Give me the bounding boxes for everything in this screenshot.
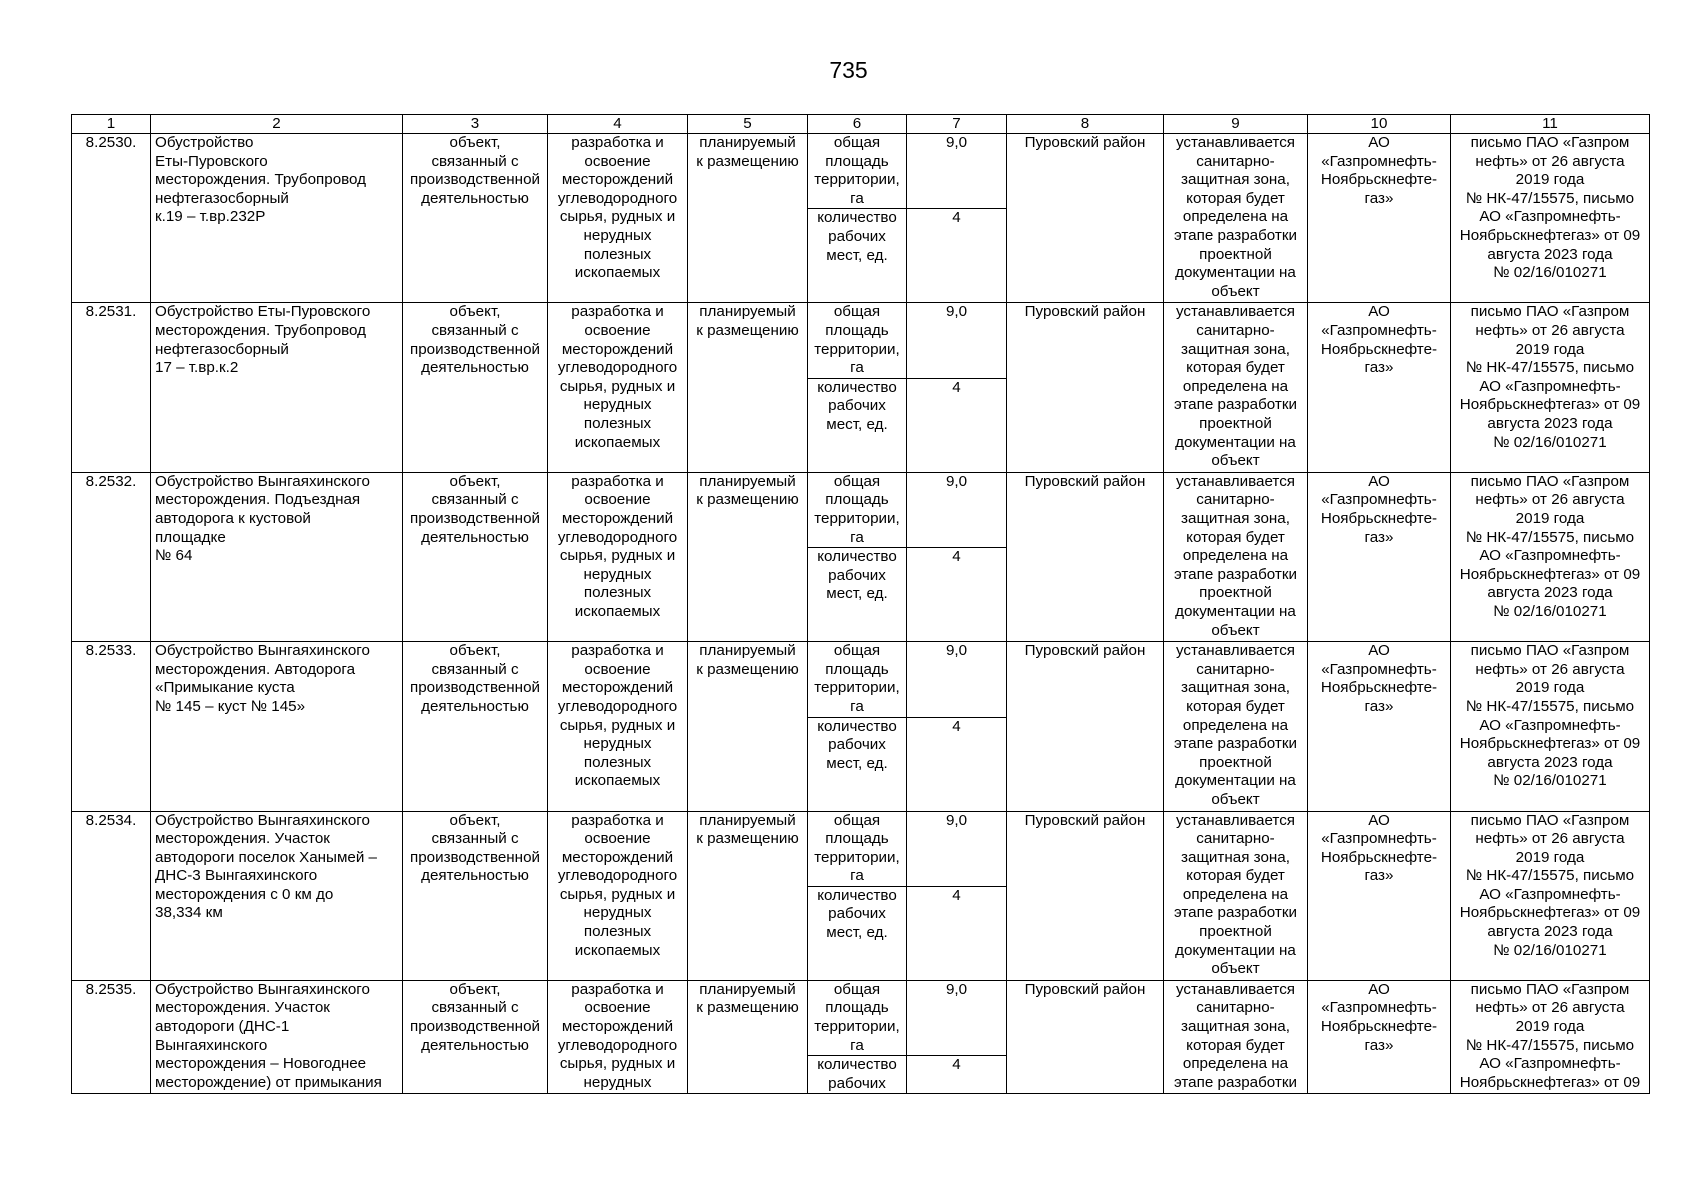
column-number: 2 <box>151 115 403 134</box>
table-row <box>72 134 1650 209</box>
object-zone: устанавливается санитарно- защитная зона, которая будет определена на этапе разработки проектной документации на объект <box>1164 303 1308 472</box>
object-name: Обустройство Вынгаяхинского месторождения. Участок автодороги (ДНС-1 Вынгаяхинского месторождения – Новогоднее месторождение) от примыкания <box>151 980 403 1094</box>
param-workplaces-label: количество рабочих мест, ед. <box>808 717 907 811</box>
object-status: планируемый к размещению <box>688 472 808 641</box>
param-area-label: общая площадь территории, га <box>808 303 907 378</box>
param-workplaces-value: 4 <box>907 548 1007 642</box>
register-table <box>71 114 1650 1094</box>
param-area-value: 9,0 <box>907 303 1007 378</box>
object-status: планируемый к размещению <box>688 980 808 1094</box>
param-workplaces-label: количество рабочих мест, ед. <box>808 548 907 642</box>
column-number: 4 <box>548 115 688 134</box>
object-type: объект, связанный с производственной деятельностью <box>403 811 548 980</box>
table-row <box>72 472 1650 547</box>
param-workplaces-value: 4 <box>907 717 1007 811</box>
param-area-label: общая площадь территории, га <box>808 980 907 1055</box>
object-organization: АО «Газпромнефть- Ноябрьскнефте- газ» <box>1308 134 1451 303</box>
object-type: объект, связанный с производственной деятельностью <box>403 980 548 1094</box>
row-number: 8.2535. <box>72 980 151 1094</box>
param-area-value: 9,0 <box>907 642 1007 717</box>
column-number: 8 <box>1007 115 1164 134</box>
object-activity: разработка и освоение месторождений углеводородного сырья, рудных и нерудных полезных ископаемых <box>548 303 688 472</box>
column-number: 1 <box>72 115 151 134</box>
table-row <box>72 980 1650 1055</box>
object-name: Обустройство Вынгаяхинского месторождения. Подъездная автодорога к кустовой площадке № 64 <box>151 472 403 641</box>
object-location: Пуровский район <box>1007 811 1164 980</box>
row-number: 8.2531. <box>72 303 151 472</box>
param-area-value: 9,0 <box>907 472 1007 547</box>
object-status: планируемый к размещению <box>688 134 808 303</box>
object-type: объект, связанный с производственной деятельностью <box>403 303 548 472</box>
param-workplaces-label: количество рабочих <box>808 1056 907 1094</box>
object-location: Пуровский район <box>1007 134 1164 303</box>
param-area-value: 9,0 <box>907 134 1007 209</box>
object-status: планируемый к размещению <box>688 642 808 811</box>
object-basis: письмо ПАО «Газпром нефть» от 26 августа 2019 года № НК-47/15575, письмо АО «Газпромнефть- Ноябрьскнефтегаз» от 09 августа 2023 года № 02/16/010271 <box>1451 642 1650 811</box>
param-workplaces-value: 4 <box>907 1056 1007 1094</box>
param-area-value: 9,0 <box>907 980 1007 1055</box>
object-name: Обустройство Еты-Пуровского месторождения. Трубопровод нефтегазосборный 17 – т.вр.к.2 <box>151 303 403 472</box>
object-basis: письмо ПАО «Газпром нефть» от 26 августа 2019 года № НК-47/15575, письмо АО «Газпромнефть- Ноябрьскнефтегаз» от 09 августа 2023 года № 02/16/010271 <box>1451 811 1650 980</box>
object-location: Пуровский район <box>1007 472 1164 641</box>
object-name: Обустройство Вынгаяхинского месторождения. Участок автодороги поселок Ханымей – ДНС-3 Вынгаяхинского месторождения с 0 км до 38,334 км <box>151 811 403 980</box>
column-number: 7 <box>907 115 1007 134</box>
object-status: планируемый к размещению <box>688 303 808 472</box>
column-number-row <box>72 115 1650 134</box>
param-workplaces-label: количество рабочих мест, ед. <box>808 209 907 303</box>
object-name: Обустройство Еты-Пуровского месторождения. Трубопровод нефтегазосборный к.19 – т.вр.232Р <box>151 134 403 303</box>
object-location: Пуровский район <box>1007 303 1164 472</box>
param-area-label: общая площадь территории, га <box>808 134 907 209</box>
object-basis: письмо ПАО «Газпром нефть» от 26 августа 2019 года № НК-47/15575, письмо АО «Газпромнефть- Ноябрьскнефтегаз» от 09 августа 2023 года № 02/16/010271 <box>1451 134 1650 303</box>
object-name: Обустройство Вынгаяхинского месторождения. Автодорога «Примыкание куста № 145 – куст № 145» <box>151 642 403 811</box>
object-organization: АО «Газпромнефть- Ноябрьскнефте- газ» <box>1308 811 1451 980</box>
table-row <box>72 811 1650 886</box>
object-zone: устанавливается санитарно- защитная зона, которая будет определена на этапе разработки <box>1164 980 1308 1094</box>
object-status: планируемый к размещению <box>688 811 808 980</box>
object-basis: письмо ПАО «Газпром нефть» от 26 августа 2019 года № НК-47/15575, письмо АО «Газпромнефть- Ноябрьскнефтегаз» от 09 августа 2023 года № 02/16/010271 <box>1451 472 1650 641</box>
table-row <box>72 642 1650 717</box>
object-activity: разработка и освоение месторождений углеводородного сырья, рудных и нерудных полезных ископаемых <box>548 642 688 811</box>
column-number: 10 <box>1308 115 1451 134</box>
object-zone: устанавливается санитарно- защитная зона, которая будет определена на этапе разработки проектной документации на объект <box>1164 134 1308 303</box>
column-number: 3 <box>403 115 548 134</box>
object-basis: письмо ПАО «Газпром нефть» от 26 августа 2019 года № НК-47/15575, письмо АО «Газпромнефть- Ноябрьскнефтегаз» от 09 <box>1451 980 1650 1094</box>
column-number: 5 <box>688 115 808 134</box>
param-area-value: 9,0 <box>907 811 1007 886</box>
column-number: 11 <box>1451 115 1650 134</box>
object-activity: разработка и освоение месторождений углеводородного сырья, рудных и нерудных полезных ископаемых <box>548 811 688 980</box>
row-number: 8.2532. <box>72 472 151 641</box>
page-number: 735 <box>829 57 868 83</box>
object-organization: АО «Газпромнефть- Ноябрьскнефте- газ» <box>1308 472 1451 641</box>
object-location: Пуровский район <box>1007 980 1164 1094</box>
object-organization: АО «Газпромнефть- Ноябрьскнефте- газ» <box>1308 303 1451 472</box>
object-activity: разработка и освоение месторождений углеводородного сырья, рудных и нерудных полезных ископаемых <box>548 472 688 641</box>
object-zone: устанавливается санитарно- защитная зона, которая будет определена на этапе разработки проектной документации на объект <box>1164 642 1308 811</box>
param-workplaces-value: 4 <box>907 209 1007 303</box>
row-number: 8.2533. <box>72 642 151 811</box>
object-activity: разработка и освоение месторождений углеводородного сырья, рудных и нерудных <box>548 980 688 1094</box>
object-type: объект, связанный с производственной деятельностью <box>403 642 548 811</box>
object-basis: письмо ПАО «Газпром нефть» от 26 августа 2019 года № НК-47/15575, письмо АО «Газпромнефть- Ноябрьскнефтегаз» от 09 августа 2023 года № 02/16/010271 <box>1451 303 1650 472</box>
object-organization: АО «Газпромнефть- Ноябрьскнефте- газ» <box>1308 642 1451 811</box>
column-number: 9 <box>1164 115 1308 134</box>
param-area-label: общая площадь территории, га <box>808 472 907 547</box>
param-workplaces-label: количество рабочих мест, ед. <box>808 886 907 980</box>
object-zone: устанавливается санитарно- защитная зона, которая будет определена на этапе разработки проектной документации на объект <box>1164 811 1308 980</box>
object-zone: устанавливается санитарно- защитная зона, которая будет определена на этапе разработки проектной документации на объект <box>1164 472 1308 641</box>
param-workplaces-value: 4 <box>907 886 1007 980</box>
param-area-label: общая площадь территории, га <box>808 811 907 886</box>
table-row <box>72 303 1650 378</box>
row-number: 8.2534. <box>72 811 151 980</box>
param-workplaces-label: количество рабочих мест, ед. <box>808 378 907 472</box>
object-organization: АО «Газпромнефть- Ноябрьскнефте- газ» <box>1308 980 1451 1094</box>
object-location: Пуровский район <box>1007 642 1164 811</box>
object-type: объект, связанный с производственной деятельностью <box>403 472 548 641</box>
param-area-label: общая площадь территории, га <box>808 642 907 717</box>
param-workplaces-value: 4 <box>907 378 1007 472</box>
object-activity: разработка и освоение месторождений углеводородного сырья, рудных и нерудных полезных ископаемых <box>548 134 688 303</box>
row-number: 8.2530. <box>72 134 151 303</box>
column-number: 6 <box>808 115 907 134</box>
object-type: объект, связанный с производственной деятельностью <box>403 134 548 303</box>
